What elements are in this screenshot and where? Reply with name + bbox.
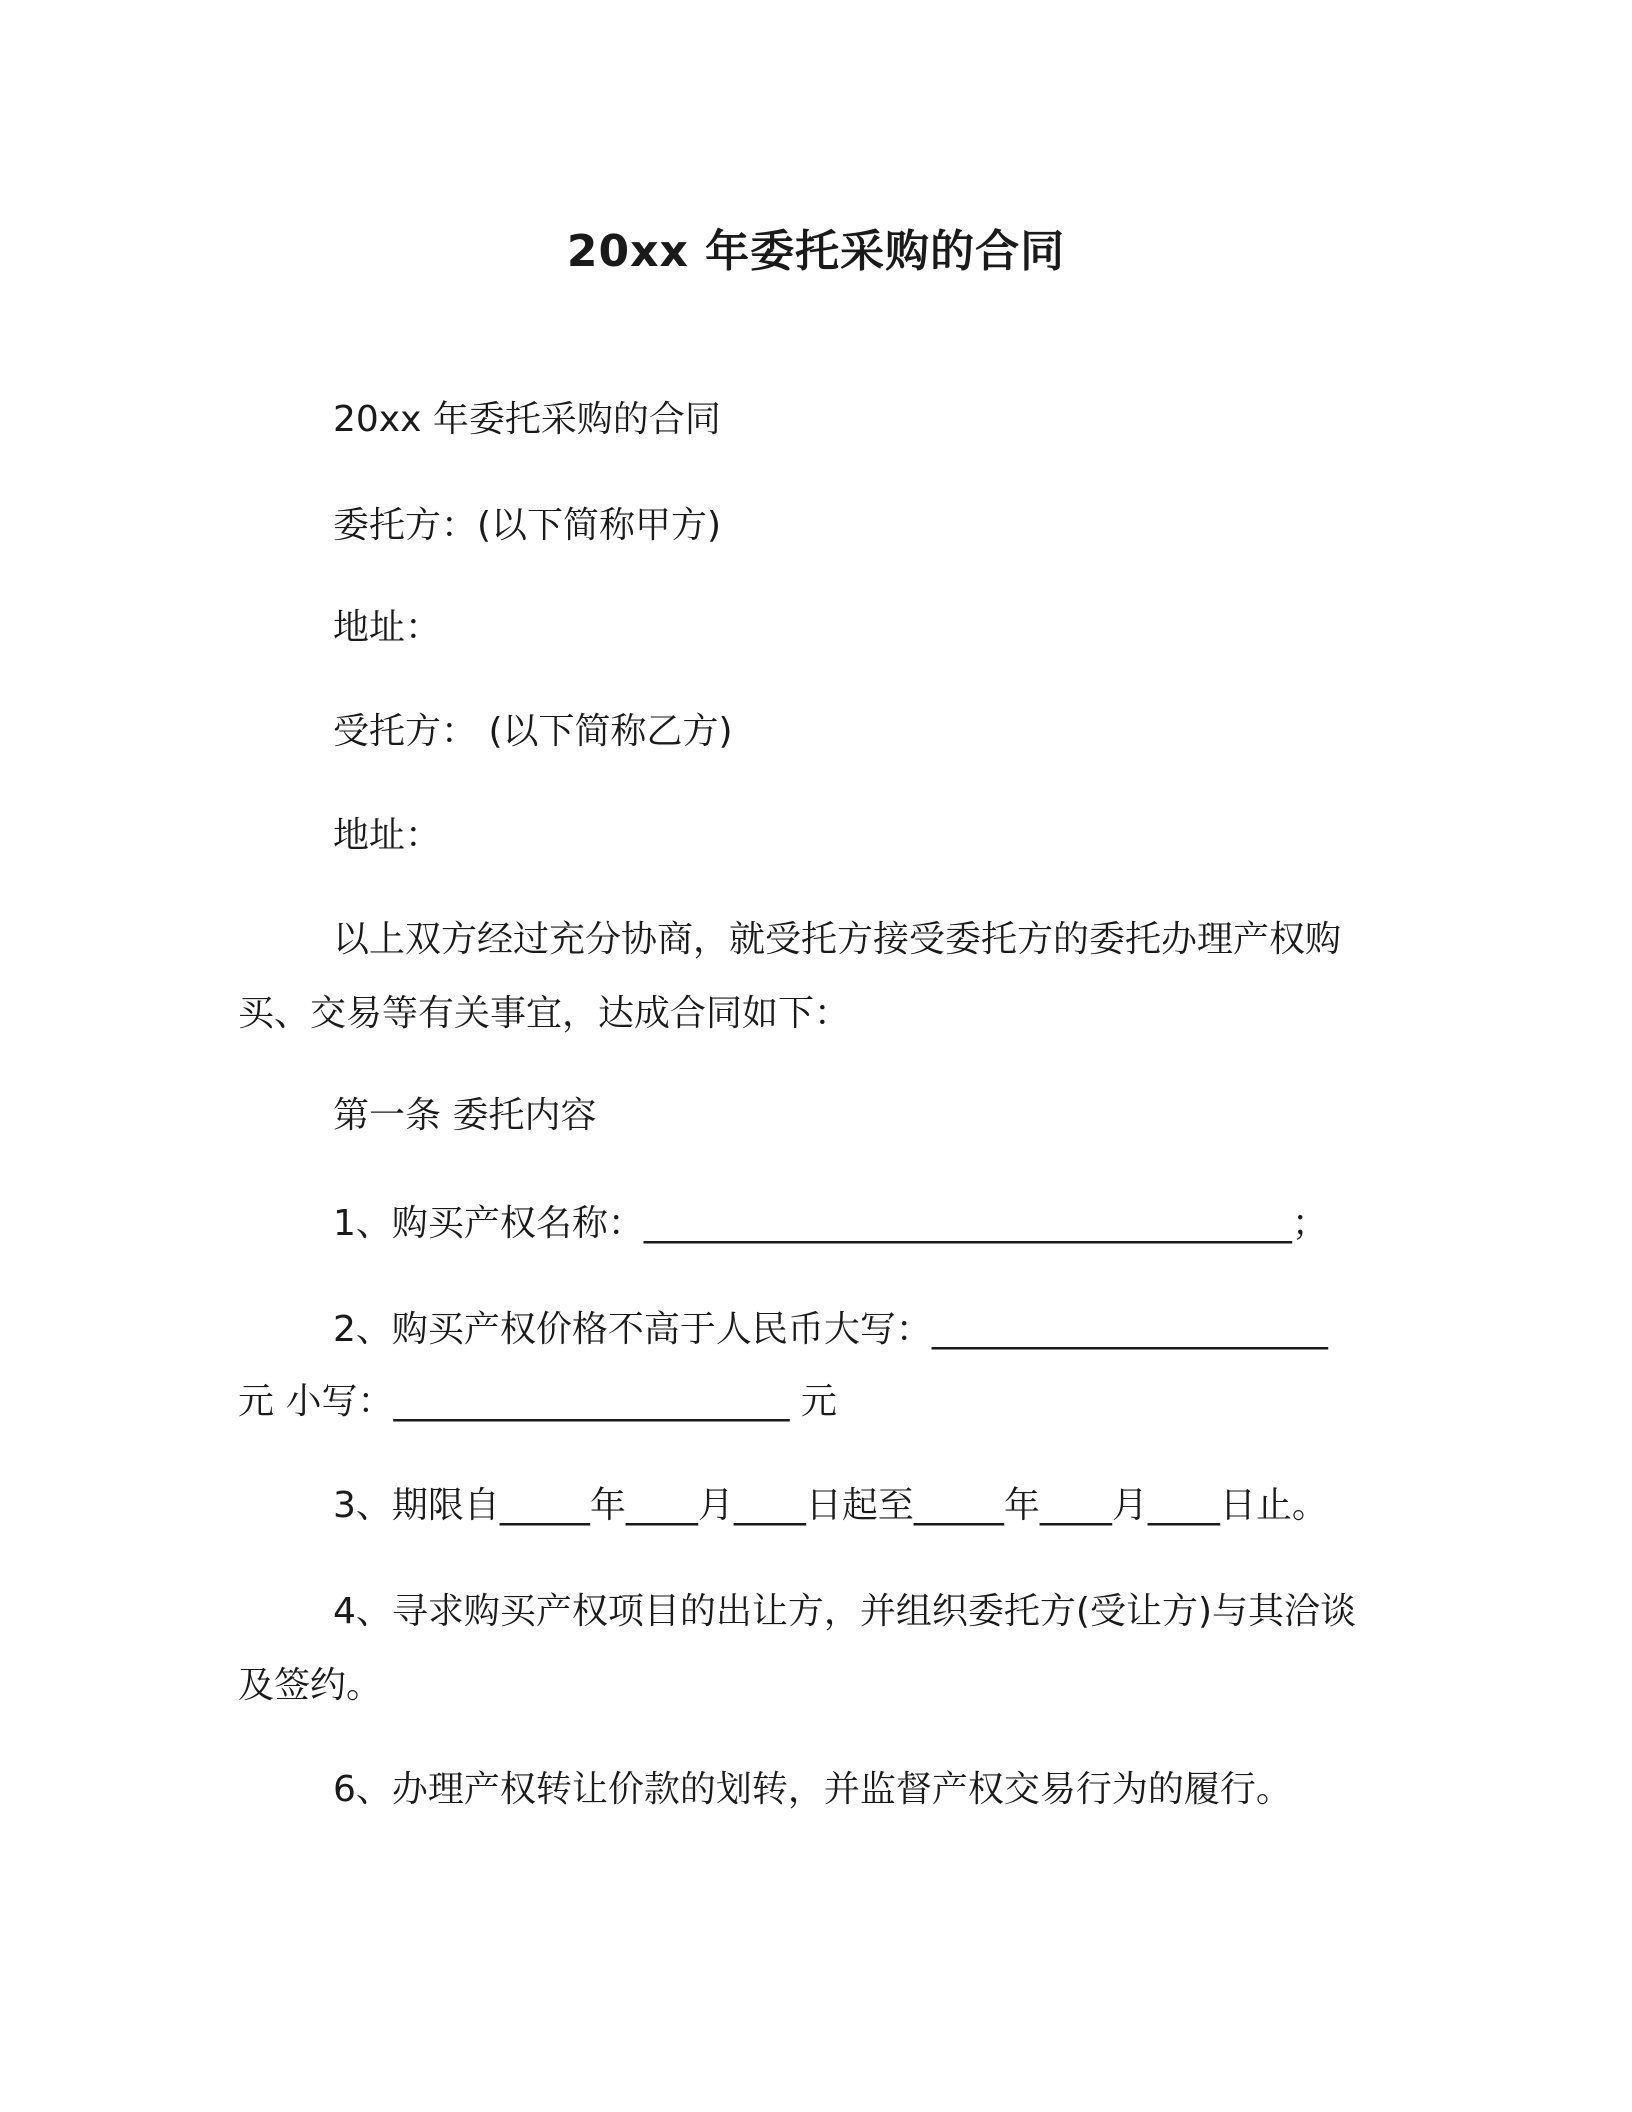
- subtitle-line: 20xx 年委托采购的合同: [333, 399, 721, 440]
- clause-4-line-2: 及签约。: [238, 1665, 383, 1706]
- principal-address-line: 地址：: [333, 607, 442, 648]
- principal-line: 委托方：(以下简称甲方): [333, 505, 722, 546]
- agent-line: 受托方： (以下简称乙方): [333, 711, 733, 752]
- preamble-line-2: 买、交易等有关事宜，达成合同如下：: [238, 993, 851, 1034]
- clause-3: 3、期限自_____年____月____日起至_____年____月____日止。: [333, 1485, 1328, 1526]
- document-title: 20xx 年委托采购的合同: [566, 226, 1066, 277]
- clause-1: 1、购买产权名称：____________________________________；: [333, 1203, 1328, 1244]
- clause-6: 6、办理产权转让价款的划转，并监督产权交易行为的履行。: [333, 1769, 1292, 1810]
- article-one-heading: 第一条 委托内容: [333, 1095, 597, 1136]
- clause-2-line-1: 2、购买产权价格不高于人民币大写：______________________: [333, 1309, 1328, 1350]
- clause-4-line-1: 4、寻求购买产权项目的出让方，并组织委托方(受让方)与其洽谈: [333, 1591, 1356, 1632]
- agent-address-line: 地址：: [333, 815, 442, 856]
- preamble-line-1: 以上双方经过充分协商，就受托方接受委托方的委托办理产权购: [333, 919, 1342, 960]
- clause-2-line-2: 元 小写：______________________ 元: [238, 1381, 837, 1422]
